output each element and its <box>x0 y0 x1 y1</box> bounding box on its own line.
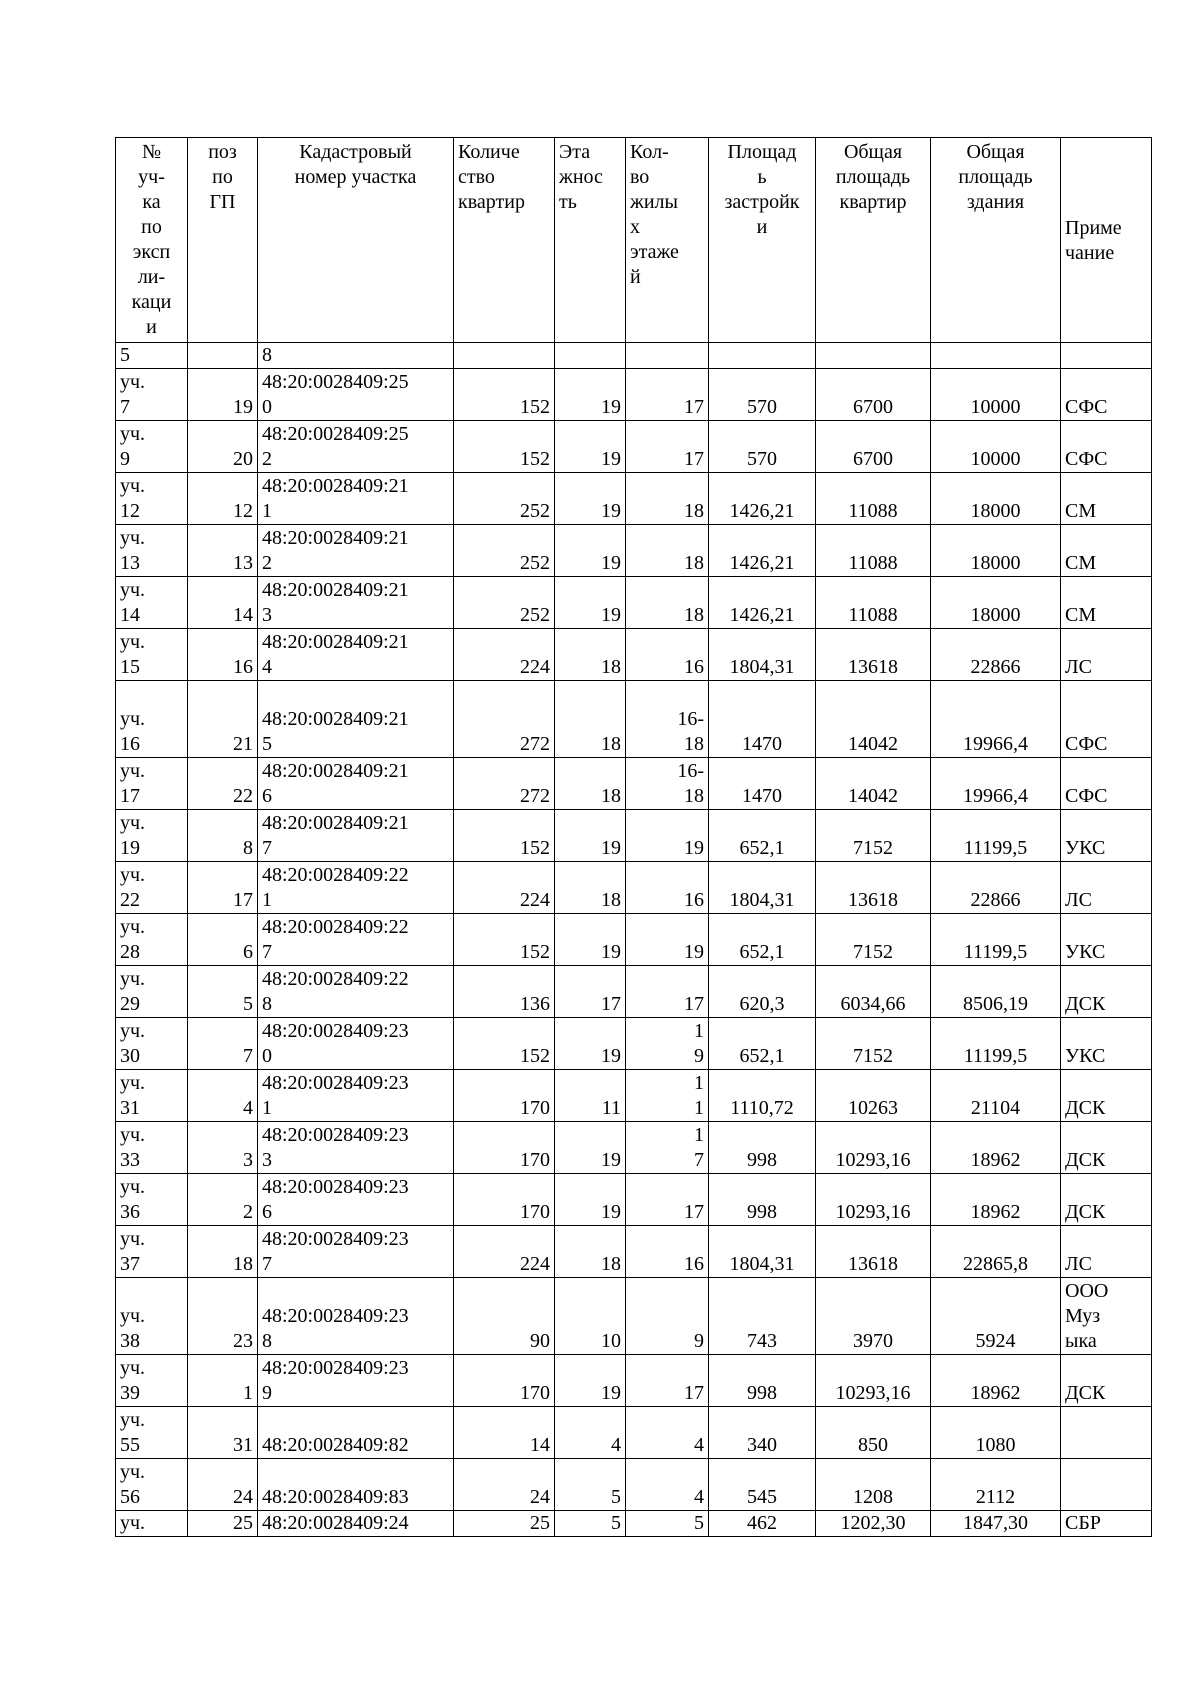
cell-residential-floors: 1 1 <box>626 1070 709 1122</box>
cell-floors: 5 <box>555 1511 626 1537</box>
cell-note: ДСК <box>1061 1122 1152 1174</box>
cell-apartments-count: 252 <box>454 525 555 577</box>
cell-residential-floors: 16 <box>626 1226 709 1278</box>
cell-plot-number: уч. 19 <box>116 810 188 862</box>
cell-gp-position: 7 <box>188 1018 258 1070</box>
cell-apartments-count: 14 <box>454 1407 555 1459</box>
cell-gp-position: 12 <box>188 473 258 525</box>
cell-note: СБР <box>1061 1511 1152 1537</box>
cell-gp-position: 14 <box>188 577 258 629</box>
table-row <box>116 810 1152 862</box>
table-row <box>116 1459 1152 1511</box>
cell-apartments-area: 7152 <box>816 1018 931 1070</box>
cell-cadastral-number: 48:20:0028409:22 7 <box>258 914 454 966</box>
cell-cadastral-number: 48:20:0028409:82 <box>258 1407 454 1459</box>
cell-note <box>1061 343 1152 369</box>
cell-total-area: 1080 <box>931 1407 1061 1459</box>
cell-note: УКС <box>1061 1018 1152 1070</box>
cell-floors: 19 <box>555 577 626 629</box>
cell-residential-floors: 19 <box>626 914 709 966</box>
cell-total-area: 22865,8 <box>931 1226 1061 1278</box>
cell-building-area: 743 <box>709 1278 816 1355</box>
cell-residential-floors: 18 <box>626 473 709 525</box>
cell-note: СМ <box>1061 577 1152 629</box>
cell-gp-position: 3 <box>188 1122 258 1174</box>
cell-apartments-area: 3970 <box>816 1278 931 1355</box>
cell-cadastral-number: 48:20:0028409:23 3 <box>258 1122 454 1174</box>
cell-apartments-count: 136 <box>454 966 555 1018</box>
cell-note: СФС <box>1061 421 1152 473</box>
cell-plot-number: уч. 14 <box>116 577 188 629</box>
cell-total-area: 18962 <box>931 1174 1061 1226</box>
cell-note: ЛС <box>1061 862 1152 914</box>
cell-total-area: 18000 <box>931 525 1061 577</box>
cell-note: ЛС <box>1061 629 1152 681</box>
cell-gp-position: 5 <box>188 966 258 1018</box>
cell-floors: 19 <box>555 810 626 862</box>
cell-apartments-count <box>454 343 555 369</box>
cell-cadastral-number: 48:20:0028409:25 2 <box>258 421 454 473</box>
cell-floors: 19 <box>555 1122 626 1174</box>
cell-floors: 18 <box>555 629 626 681</box>
cell-note: ООО Муз ыка <box>1061 1278 1152 1355</box>
cell-residential-floors: 18 <box>626 577 709 629</box>
cell-cadastral-number: 48:20:0028409:21 7 <box>258 810 454 862</box>
table-row <box>116 369 1152 421</box>
cell-apartments-count: 170 <box>454 1122 555 1174</box>
table-row <box>116 1122 1152 1174</box>
cell-total-area: 11199,5 <box>931 1018 1061 1070</box>
header-floors: Эта жнос ть <box>555 138 626 343</box>
cell-note: ДСК <box>1061 1174 1152 1226</box>
cell-residential-floors: 9 <box>626 1278 709 1355</box>
cell-gp-position: 31 <box>188 1407 258 1459</box>
cell-apartments-area: 6700 <box>816 421 931 473</box>
cell-note: ДСК <box>1061 1355 1152 1407</box>
cell-gp-position: 2 <box>188 1174 258 1226</box>
cell-plot-number: уч. 38 <box>116 1278 188 1355</box>
cell-building-area: 570 <box>709 421 816 473</box>
cell-plot-number: уч. 37 <box>116 1226 188 1278</box>
cell-residential-floors: 18 <box>626 525 709 577</box>
cell-residential-floors: 4 <box>626 1459 709 1511</box>
cell-floors <box>555 343 626 369</box>
cell-note: ЛС <box>1061 1226 1152 1278</box>
cell-gp-position: 24 <box>188 1459 258 1511</box>
cell-total-area: 10000 <box>931 421 1061 473</box>
table-row <box>116 966 1152 1018</box>
cell-residential-floors: 4 <box>626 1407 709 1459</box>
cell-floors: 19 <box>555 914 626 966</box>
table-row <box>116 1278 1152 1355</box>
cell-residential-floors: 5 <box>626 1511 709 1537</box>
cell-building-area: 340 <box>709 1407 816 1459</box>
header-apartments-area: Общая площадь квартир <box>816 138 931 343</box>
plots-table <box>115 137 1152 1537</box>
cell-apartments-count: 152 <box>454 810 555 862</box>
cell-building-area: 1470 <box>709 681 816 758</box>
cell-apartments-area: 6700 <box>816 369 931 421</box>
cell-total-area: 8506,19 <box>931 966 1061 1018</box>
cell-building-area: 545 <box>709 1459 816 1511</box>
cell-floors: 18 <box>555 1226 626 1278</box>
header-total-area: Общая площадь здания <box>931 138 1061 343</box>
cell-floors: 19 <box>555 473 626 525</box>
cell-plot-number: уч. 12 <box>116 473 188 525</box>
cell-gp-position: 20 <box>188 421 258 473</box>
cell-building-area: 998 <box>709 1174 816 1226</box>
cell-residential-floors: 1 7 <box>626 1122 709 1174</box>
cell-building-area: 998 <box>709 1122 816 1174</box>
cell-apartments-area: 10293,16 <box>816 1355 931 1407</box>
header-gp-position: поз по ГП <box>188 138 258 343</box>
cell-floors: 19 <box>555 369 626 421</box>
cell-plot-number: уч. 17 <box>116 758 188 810</box>
cell-residential-floors: 17 <box>626 966 709 1018</box>
cell-apartments-area: 13618 <box>816 1226 931 1278</box>
cell-cadastral-number: 48:20:0028409:23 0 <box>258 1018 454 1070</box>
cell-apartments-area: 850 <box>816 1407 931 1459</box>
cell-building-area: 1426,21 <box>709 577 816 629</box>
cell-total-area: 19966,4 <box>931 758 1061 810</box>
cell-cadastral-number: 48:20:0028409:83 <box>258 1459 454 1511</box>
cell-apartments-count: 224 <box>454 862 555 914</box>
cell-cadastral-number: 48:20:0028409:24 <box>258 1511 454 1537</box>
table-row <box>116 577 1152 629</box>
table-row <box>116 421 1152 473</box>
cell-total-area <box>931 343 1061 369</box>
cell-residential-floors: 16 <box>626 629 709 681</box>
cell-gp-position: 17 <box>188 862 258 914</box>
table-row <box>116 343 1152 369</box>
cell-residential-floors <box>626 343 709 369</box>
cell-residential-floors: 16- 18 <box>626 758 709 810</box>
cell-cadastral-number: 48:20:0028409:23 7 <box>258 1226 454 1278</box>
cell-building-area: 1804,31 <box>709 1226 816 1278</box>
cell-plot-number: уч. 16 <box>116 681 188 758</box>
cell-building-area: 652,1 <box>709 810 816 862</box>
cell-note <box>1061 1459 1152 1511</box>
cell-building-area: 1804,31 <box>709 862 816 914</box>
header-building-area: Площад ь застройк и <box>709 138 816 343</box>
cell-floors: 17 <box>555 966 626 1018</box>
cell-cadastral-number: 48:20:0028409:21 1 <box>258 473 454 525</box>
cell-plot-number: уч. 36 <box>116 1174 188 1226</box>
cell-residential-floors: 17 <box>626 1174 709 1226</box>
cell-total-area: 18000 <box>931 577 1061 629</box>
header-apartments-count: Количе ство квартир <box>454 138 555 343</box>
cell-apartments-area: 10293,16 <box>816 1174 931 1226</box>
cell-apartments-area: 13618 <box>816 862 931 914</box>
cell-plot-number: уч. 28 <box>116 914 188 966</box>
cell-note: ДСК <box>1061 966 1152 1018</box>
cell-cadastral-number: 48:20:0028409:21 2 <box>258 525 454 577</box>
cell-note: СФС <box>1061 758 1152 810</box>
cell-note: СФС <box>1061 369 1152 421</box>
header-plot-number: № уч- ка по эксп ли- каци и <box>116 138 188 343</box>
cell-building-area: 652,1 <box>709 1018 816 1070</box>
cell-gp-position: 4 <box>188 1070 258 1122</box>
cell-residential-floors: 1 9 <box>626 1018 709 1070</box>
cell-floors: 19 <box>555 525 626 577</box>
cell-apartments-area: 14042 <box>816 681 931 758</box>
cell-note: СФС <box>1061 681 1152 758</box>
cell-building-area: 998 <box>709 1355 816 1407</box>
cell-gp-position: 6 <box>188 914 258 966</box>
cell-floors: 19 <box>555 1355 626 1407</box>
cell-building-area <box>709 343 816 369</box>
cell-floors: 19 <box>555 1018 626 1070</box>
cell-floors: 10 <box>555 1278 626 1355</box>
cell-total-area: 2112 <box>931 1459 1061 1511</box>
cell-gp-position: 21 <box>188 681 258 758</box>
cell-cadastral-number: 48:20:0028409:25 0 <box>258 369 454 421</box>
cell-gp-position: 18 <box>188 1226 258 1278</box>
cell-plot-number: уч. 31 <box>116 1070 188 1122</box>
cell-plot-number: уч. <box>116 1511 188 1537</box>
cell-floors: 18 <box>555 862 626 914</box>
cell-gp-position: 16 <box>188 629 258 681</box>
cell-floors: 5 <box>555 1459 626 1511</box>
table-row <box>116 1070 1152 1122</box>
cell-gp-position: 8 <box>188 810 258 862</box>
cell-total-area: 22866 <box>931 862 1061 914</box>
cell-residential-floors: 17 <box>626 421 709 473</box>
cell-plot-number: уч. 9 <box>116 421 188 473</box>
cell-plot-number: уч. 22 <box>116 862 188 914</box>
table-row <box>116 862 1152 914</box>
cell-apartments-area <box>816 343 931 369</box>
cell-building-area: 620,3 <box>709 966 816 1018</box>
cell-cadastral-number: 48:20:0028409:23 8 <box>258 1278 454 1355</box>
cell-residential-floors: 16 <box>626 862 709 914</box>
cell-cadastral-number: 48:20:0028409:21 3 <box>258 577 454 629</box>
cell-floors: 19 <box>555 1174 626 1226</box>
cell-total-area: 21104 <box>931 1070 1061 1122</box>
cell-residential-floors: 19 <box>626 810 709 862</box>
cell-apartments-count: 152 <box>454 914 555 966</box>
table-row <box>116 1174 1152 1226</box>
cell-floors: 19 <box>555 421 626 473</box>
cell-apartments-count: 24 <box>454 1459 555 1511</box>
cell-apartments-count: 224 <box>454 629 555 681</box>
cell-cadastral-number: 48:20:0028409:21 6 <box>258 758 454 810</box>
cell-cadastral-number: 48:20:0028409:23 9 <box>258 1355 454 1407</box>
cell-cadastral-number: 48:20:0028409:22 1 <box>258 862 454 914</box>
cell-apartments-area: 10263 <box>816 1070 931 1122</box>
cell-cadastral-number: 48:20:0028409:23 6 <box>258 1174 454 1226</box>
cell-total-area: 19966,4 <box>931 681 1061 758</box>
table-row <box>116 1226 1152 1278</box>
cell-building-area: 1110,72 <box>709 1070 816 1122</box>
cell-floors: 18 <box>555 758 626 810</box>
cell-gp-position <box>188 343 258 369</box>
cell-cadastral-number: 48:20:0028409:21 4 <box>258 629 454 681</box>
cell-apartments-area: 1208 <box>816 1459 931 1511</box>
cell-plot-number: уч. 39 <box>116 1355 188 1407</box>
table-row <box>116 1018 1152 1070</box>
cell-apartments-count: 252 <box>454 577 555 629</box>
cell-apartments-area: 1202,30 <box>816 1511 931 1537</box>
cell-note: СМ <box>1061 525 1152 577</box>
header-cadastral-number: Кадастровый номер участка <box>258 138 454 343</box>
cell-plot-number: уч. 15 <box>116 629 188 681</box>
cell-note: УКС <box>1061 810 1152 862</box>
cell-plot-number: уч. 55 <box>116 1407 188 1459</box>
cell-gp-position: 1 <box>188 1355 258 1407</box>
cell-gp-position: 25 <box>188 1511 258 1537</box>
cell-plot-number: уч. 29 <box>116 966 188 1018</box>
table-row <box>116 525 1152 577</box>
table-body <box>116 343 1152 1537</box>
cell-total-area: 11199,5 <box>931 810 1061 862</box>
cell-apartments-count: 170 <box>454 1070 555 1122</box>
cell-gp-position: 22 <box>188 758 258 810</box>
cell-total-area: 11199,5 <box>931 914 1061 966</box>
cell-apartments-count: 252 <box>454 473 555 525</box>
cell-total-area: 5924 <box>931 1278 1061 1355</box>
header-note: Приме чание <box>1061 138 1152 343</box>
cell-apartments-count: 152 <box>454 369 555 421</box>
table-row <box>116 1511 1152 1537</box>
cell-apartments-area: 10293,16 <box>816 1122 931 1174</box>
cell-residential-floors: 17 <box>626 1355 709 1407</box>
cell-note <box>1061 1407 1152 1459</box>
cell-apartments-count: 152 <box>454 421 555 473</box>
cell-building-area: 462 <box>709 1511 816 1537</box>
cell-note: УКС <box>1061 914 1152 966</box>
cell-building-area: 1804,31 <box>709 629 816 681</box>
cell-apartments-area: 6034,66 <box>816 966 931 1018</box>
cell-building-area: 1426,21 <box>709 473 816 525</box>
table-row <box>116 758 1152 810</box>
cell-total-area: 10000 <box>931 369 1061 421</box>
cell-apartments-area: 7152 <box>816 914 931 966</box>
cell-apartments-count: 152 <box>454 1018 555 1070</box>
cell-residential-floors: 16- 18 <box>626 681 709 758</box>
cell-plot-number: уч. 33 <box>116 1122 188 1174</box>
cell-cadastral-number: 48:20:0028409:21 5 <box>258 681 454 758</box>
table-row <box>116 681 1152 758</box>
cell-apartments-count: 224 <box>454 1226 555 1278</box>
cell-apartments-area: 13618 <box>816 629 931 681</box>
table-header-row <box>116 138 1152 343</box>
cell-building-area: 1426,21 <box>709 525 816 577</box>
table-row <box>116 629 1152 681</box>
cell-apartments-count: 272 <box>454 681 555 758</box>
cell-floors: 4 <box>555 1407 626 1459</box>
table-row <box>116 914 1152 966</box>
cell-gp-position: 13 <box>188 525 258 577</box>
cell-gp-position: 19 <box>188 369 258 421</box>
cell-total-area: 18000 <box>931 473 1061 525</box>
cell-note: ДСК <box>1061 1070 1152 1122</box>
cell-apartments-count: 25 <box>454 1511 555 1537</box>
cell-building-area: 1470 <box>709 758 816 810</box>
cell-apartments-area: 11088 <box>816 577 931 629</box>
cell-building-area: 570 <box>709 369 816 421</box>
cell-plot-number: уч. 30 <box>116 1018 188 1070</box>
cell-plot-number: уч. 56 <box>116 1459 188 1511</box>
cell-plot-number: уч. 7 <box>116 369 188 421</box>
cell-floors: 18 <box>555 681 626 758</box>
cell-apartments-count: 170 <box>454 1174 555 1226</box>
cell-floors: 11 <box>555 1070 626 1122</box>
cell-total-area: 22866 <box>931 629 1061 681</box>
cell-plot-number: уч. 13 <box>116 525 188 577</box>
cell-cadastral-number: 48:20:0028409:22 8 <box>258 966 454 1018</box>
cell-apartments-area: 14042 <box>816 758 931 810</box>
header-residential-floors: Кол- во жилы х этаже й <box>626 138 709 343</box>
cell-plot-number: 5 <box>116 343 188 369</box>
cell-residential-floors: 17 <box>626 369 709 421</box>
cell-cadastral-number: 8 <box>258 343 454 369</box>
cell-note: СМ <box>1061 473 1152 525</box>
cell-gp-position: 23 <box>188 1278 258 1355</box>
cell-total-area: 18962 <box>931 1355 1061 1407</box>
table-row <box>116 1355 1152 1407</box>
cell-apartments-count: 90 <box>454 1278 555 1355</box>
cell-total-area: 1847,30 <box>931 1511 1061 1537</box>
table-row <box>116 1407 1152 1459</box>
cell-building-area: 652,1 <box>709 914 816 966</box>
cell-apartments-area: 11088 <box>816 473 931 525</box>
cell-apartments-area: 11088 <box>816 525 931 577</box>
cell-apartments-count: 272 <box>454 758 555 810</box>
cell-total-area: 18962 <box>931 1122 1061 1174</box>
table-row <box>116 473 1152 525</box>
cell-cadastral-number: 48:20:0028409:23 1 <box>258 1070 454 1122</box>
cell-apartments-area: 7152 <box>816 810 931 862</box>
cell-apartments-count: 170 <box>454 1355 555 1407</box>
